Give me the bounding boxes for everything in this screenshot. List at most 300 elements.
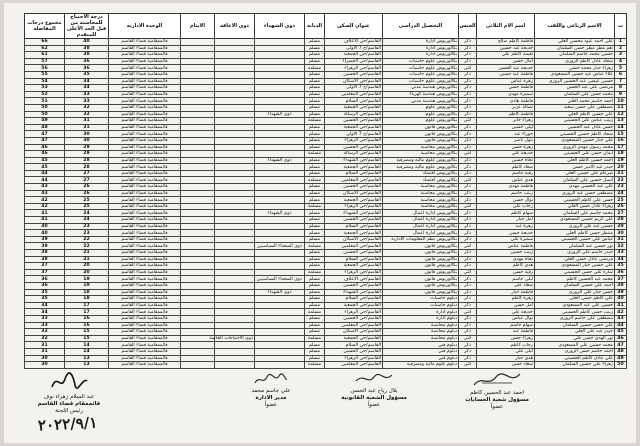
row-admin-grade: 20 [65,269,109,276]
row-total: 53 [25,85,65,92]
row-martyrs [255,131,305,138]
row-gender: ذكر [459,164,477,171]
row-address: القاسم/حي المعلمين [325,243,383,250]
row-religion: مسلم [305,329,325,336]
signature-scribble-icon [253,371,289,387]
row-seq: 12 [615,111,627,118]
row-mother: فاطمة مهدي [477,184,535,191]
row-seq: 30 [615,230,627,237]
table-row [25,151,627,158]
row-address: القاسم/حي الاعلاف [325,276,383,283]
row-religion: مسلم [305,210,325,217]
row-mother: فاطمة حسن [477,85,535,92]
row-name: حسن علي كاظم الحسيني [535,197,615,204]
row-address: القاسم/حي الرسالة [325,111,383,118]
row-mother: خديجة عبد الحسن [477,65,535,72]
row-disability [215,144,255,151]
table-body [25,39,627,369]
row-address: القاسم/حي الاسكان [325,329,383,336]
row-education: دبلوم فني [383,342,459,349]
row-admin-unit: قائممقامية قضاء القاسم [109,342,181,349]
row-education: دبلوم حاسبات [383,296,459,303]
row-admin-unit: قائممقامية قضاء القاسم [109,322,181,329]
row-seq: 37 [615,276,627,283]
row-total: 57 [25,58,65,65]
table-row [25,282,627,289]
row-martyrs [255,348,305,355]
table-row [25,309,627,316]
row-education: بكالوريوس اقتصاد [383,170,459,177]
row-name: زهراء علي حسين السلمان [535,362,615,369]
table-row [25,210,627,217]
row-martyrs [255,217,305,224]
row-admin-grade: 28 [65,157,109,164]
row-address: القاسم/حي الحسين [325,118,383,125]
row-address: القاسم/ح 7 الاولى [325,131,383,138]
row-seq: 44 [615,322,627,329]
row-address: القاسم/حي السلام [325,296,383,303]
row-mother: فاطمة جبار [477,289,535,296]
row-religion: مسلمة [305,362,325,369]
row-gender: ذكر [459,85,477,92]
row-name: علي حسين كاظم العلي [535,111,615,118]
row-martyrs [255,71,305,78]
row-gender: انثى [459,203,477,210]
row-education: بكالوريوس قانون [383,289,459,296]
row-admin-grade: 17 [65,309,109,316]
row-name: علي عبد الحسين مهدي [535,184,615,191]
table-row [25,124,627,131]
row-education: بكالوريوس محاسبة [383,197,459,204]
row-mother: ليلى علي [477,348,535,355]
row-religion: مسلم [305,348,325,355]
row-orphans [181,39,215,46]
row-total: 34 [25,302,65,309]
table-row [25,170,627,177]
row-disability [215,131,255,138]
row-mother: امل جبار [477,217,535,224]
row-admin-unit: قائممقامية قضاء القاسم [109,157,181,164]
row-disability [215,85,255,92]
row-mother: زينب حسين [477,250,535,257]
row-admin-grade: 23 [65,230,109,237]
row-admin-grade: 17 [65,302,109,309]
row-name: حسن جبار علي الزوري [535,289,615,296]
row-orphans [181,91,215,98]
row-address: القاسم/حي الحسين [325,217,383,224]
row-gender: ذكر [459,39,477,46]
row-orphans [181,184,215,191]
row-disability [215,217,255,224]
row-mother: رقية جاسم [477,170,535,177]
row-orphans [181,210,215,217]
row-orphans [181,118,215,125]
row-gender: ذكر [459,111,477,118]
row-seq: 46 [615,335,627,342]
row-disability [215,223,255,230]
row-seq: 2 [615,45,627,52]
row-name: محمد جاسم علي السلمان [535,210,615,217]
row-gender: ذكر [459,197,477,204]
row-disability [215,39,255,46]
row-total: 42 [25,203,65,210]
row-education: بكالوريوس محاسبة [383,203,459,210]
row-disability [215,342,255,349]
row-admin-unit: قائممقامية قضاء القاسم [109,309,181,316]
row-martyrs [255,355,305,362]
row-mother: أمال حسن [477,58,535,65]
row-disability [215,348,255,355]
row-admin-grade: 36 [65,58,109,65]
row-address: القاسم/حي الجمعية [325,164,383,171]
table-row [25,190,627,197]
row-mother: خديجة علي [477,309,535,316]
signature-name: احمد عبد الحسين كاظم [470,390,524,396]
row-admin-unit: قائممقامية قضاء القاسم [109,190,181,197]
row-total: 52 [25,91,65,98]
row-education: بكالوريوس ادارة اعمال [383,210,459,217]
row-admin-unit: قائممقامية قضاء القاسم [109,197,181,204]
row-admin-unit: قائممقامية قضاء القاسم [109,118,181,125]
signature-label: عضواً [264,402,278,408]
row-seq: 7 [615,78,627,85]
row-admin-unit: قائممقامية قضاء القاسم [109,39,181,46]
row-mother: نضالة عزيز [477,104,535,111]
row-total: 45 [25,164,65,171]
row-admin-grade: 30 [65,131,109,138]
row-mother: زهراء حسن [477,335,535,342]
row-total: 33 [25,315,65,322]
row-religion: مسلمة [305,335,325,342]
row-admin-unit: قائممقامية قضاء القاسم [109,71,181,78]
row-admin-grade: 26 [65,190,109,197]
row-admin-unit: قائممقامية قضاء القاسم [109,78,181,85]
row-education: بكالوريوس قانون [383,131,459,138]
col-admin-unit: الوحدة الادارية [109,14,181,39]
row-gender: انثى [459,65,477,72]
row-education: بكالوريوس ادارة [383,45,459,52]
table-row [25,71,627,78]
row-admin-unit: قائممقامية قضاء القاسم [109,144,181,151]
signature-scribble-icon [354,371,394,387]
row-total: 38 [25,256,65,263]
row-admin-unit: قائممقامية قضاء القاسم [109,210,181,217]
row-orphans [181,124,215,131]
row-education: بكالوريوس علوم حاسبات [383,78,459,85]
row-education: دبلوم ادارة [383,315,459,322]
row-seq: 21 [615,170,627,177]
row-gender: ذكر [459,45,477,52]
row-address: القاسم/حي المعلمين [325,177,383,184]
row-martyrs [255,45,305,52]
row-admin-grade: 22 [65,243,109,250]
row-orphans [181,348,215,355]
row-total: 51 [25,98,65,105]
row-martyrs: ذوي الشهداء [255,210,305,217]
row-education: بكالوريوس قانون [383,137,459,144]
row-name: علاء عباس عبد حسين المسعودي [535,71,615,78]
signature-chair [34,371,104,415]
row-admin-grade: 29 [65,151,109,158]
table-row [25,269,627,276]
row-mother: نوال عباس [477,315,535,322]
row-address: القاسم/حي السلام [325,223,383,230]
row-orphans [181,282,215,289]
row-total: 50 [25,104,65,111]
row-orphans [181,111,215,118]
row-education: بكالوريوس قانون [383,256,459,263]
row-admin-grade: 23 [65,223,109,230]
row-martyrs [255,170,305,177]
row-total: 43 [25,184,65,191]
signature-name: علي جاسم محمد [251,388,291,394]
row-religion: مسلم [305,124,325,131]
table-row [25,91,627,98]
row-seq: 3 [615,52,627,59]
row-address: القاسم/حي الجمعية [325,104,383,111]
row-gender: ذكر [459,58,477,65]
row-disability [215,210,255,217]
row-gender: ذكر [459,104,477,111]
row-mother: فاطمة كاظم [477,111,535,118]
row-martyrs [255,58,305,65]
row-name: علي حسن حسين السلمان [535,322,615,329]
row-address: القاسم/حي الجمعية [325,52,383,59]
row-disability [215,118,255,125]
row-mother: زهرة عبد [477,223,535,230]
row-mother: هدى جبار [477,355,535,362]
row-gender: ذكر [459,282,477,289]
row-name: حسن عادل عبد الحسين [535,124,615,131]
row-admin-grade: 33 [65,98,109,105]
row-admin-unit: قائممقامية قضاء القاسم [109,131,181,138]
row-mother: خديجة علي [477,151,535,158]
row-seq: 33 [615,250,627,257]
row-total: 47 [25,131,65,138]
row-name: سجاد كاظم حسين الحسيني [535,131,615,138]
row-admin-grade: 21 [65,250,109,257]
row-education: دبلوم محاسبة [383,335,459,342]
row-disability [215,276,255,283]
row-address: القاسم/حي الشهداء [325,289,383,296]
row-total: 39 [25,236,65,243]
row-seq: 34 [615,256,627,263]
row-admin-grade: 36 [65,65,109,72]
row-education: بكالوريوس علوم حاسبات [383,71,459,78]
row-disability [215,184,255,191]
table-row [25,329,627,336]
row-orphans [181,164,215,171]
signature-accounts [454,371,540,411]
row-education: بكالوريوس هندسة كهرباء [383,91,459,98]
row-mother: نجاة حسين [477,157,535,164]
row-address: القاسم/حي الزهراء [325,137,383,144]
row-total: 30 [25,362,65,369]
row-disability [215,58,255,65]
row-name: زينب حسن كاظم الحسيني [535,309,615,316]
row-total: 46 [25,151,65,158]
col-mother: اسم الام الثلاثي [477,14,535,39]
row-education: بكالوريوس علوم مالية ومصرفية [383,157,459,164]
row-mother: فاطمة عباس [477,243,535,250]
row-disability [215,309,255,316]
row-education: بكالوريوس علوم [383,104,459,111]
row-seq: 15 [615,131,627,138]
row-seq: 50 [615,362,627,369]
row-mother: سعاد حسن [477,362,535,369]
row-religion: مسلم [305,98,325,105]
row-seq: 19 [615,157,627,164]
row-gender: ذكر [459,236,477,243]
row-name: منتظر حسن كاظم العلي [535,230,615,237]
row-disability [215,250,255,257]
col-disability: ذوي الاعاقة [215,14,255,39]
table-row [25,296,627,303]
row-martyrs [255,296,305,303]
row-seq: 13 [615,118,627,125]
row-orphans [181,302,215,309]
row-mother: زهراء جابر [477,118,535,125]
table-row [25,65,627,72]
row-gender: ذكر [459,190,477,197]
row-education: بكالوريوس محاسبة [383,184,459,191]
col-religion: الديانة [305,14,325,39]
row-disability [215,315,255,322]
row-seq: 41 [615,302,627,309]
row-disability [215,71,255,78]
row-admin-unit: قائممقامية قضاء القاسم [109,137,181,144]
row-education: بكالوريوس قانون [383,282,459,289]
row-religion: مسلم [305,302,325,309]
row-orphans [181,157,215,164]
row-seq: 35 [615,263,627,270]
row-seq: 17 [615,144,627,151]
row-mother: سميرة علي [477,236,535,243]
row-gender: ذكر [459,355,477,362]
row-martyrs [255,118,305,125]
row-gender: انثى [459,309,477,316]
row-admin-unit: قائممقامية قضاء القاسم [109,348,181,355]
row-orphans [181,85,215,92]
row-name: عباس علي حسين الحسيني [535,236,615,243]
row-education: بكالوريوس ادارة [383,52,459,59]
table-row [25,362,627,369]
row-total: 62 [25,45,65,52]
table-row [25,45,627,52]
row-admin-grade: 38 [65,45,109,52]
table-row [25,217,627,224]
row-seq: 27 [615,210,627,217]
row-name: علي جبار حسين المسعودي [535,137,615,144]
row-seq: 22 [615,177,627,184]
table-row [25,263,627,270]
row-name: ضرغام علي حسين العلي [535,170,615,177]
row-education: بكالوريوس محاسبة [383,144,459,151]
row-religion: مسلم [305,85,325,92]
row-seq: 8 [615,85,627,92]
row-orphans [181,296,215,303]
row-gender: ذكر [459,137,477,144]
row-martyrs [255,223,305,230]
row-education: دبلوم علوم مالية ومصرفية [383,362,459,369]
row-admin-grade: 22 [65,236,109,243]
row-education: بكالوريوس علوم [383,111,459,118]
row-admin-grade: 25 [65,203,109,210]
row-martyrs [255,203,305,210]
row-gender: ذكر [459,71,477,78]
row-martyrs [255,164,305,171]
table-row [25,322,627,329]
row-gender: ذكر [459,348,477,355]
row-disability [215,302,255,309]
table-row [25,243,627,250]
row-orphans [181,236,215,243]
row-name: زهراء جبار محمد حسن [535,65,615,72]
row-name: حسين عبد علي الزوري [535,223,615,230]
row-religion: مسلم [305,355,325,362]
row-orphans [181,230,215,237]
row-admin-grade: 14 [65,348,109,355]
table-row [25,85,627,92]
row-address: القاسم/حي السلام [325,342,383,349]
row-education: دبلوم فني [383,355,459,362]
row-gender: ذكر [459,52,477,59]
row-admin-unit: قائممقامية قضاء القاسم [109,203,181,210]
row-orphans [181,315,215,322]
row-mother: رحاب كاظم [477,342,535,349]
row-admin-grade: 31 [65,124,109,131]
row-religion: مسلم [305,289,325,296]
row-education: بكالوريوس اقتصاد [383,177,459,184]
row-martyrs [255,302,305,309]
row-name: اسيل حسين علي السلمان [535,177,615,184]
row-address: القاسم/حي الحسين [325,71,383,78]
row-seq: 9 [615,91,627,98]
row-total: 38 [25,250,65,257]
table-row [25,58,627,65]
row-address: القاسم/حي الجمعية [325,124,383,131]
row-religion: مسلم [305,164,325,171]
row-gender: ذكر [459,170,477,177]
row-address: القاسم/حي السلام [325,98,383,105]
row-martyrs [255,256,305,263]
row-name: علي كاظم حسن العلي [535,296,615,303]
row-admin-grade: 38 [65,52,109,59]
row-seq: 29 [615,223,627,230]
row-martyrs [255,104,305,111]
row-religion: مسلم [305,250,325,257]
row-admin-unit: قائممقامية قضاء القاسم [109,230,181,237]
row-religion: مسلمة [305,177,325,184]
signature-name: عبد السلام زهراء نوف [43,394,95,400]
col-admin-grade: درجة الاحتياج للمحاسبة من قبل الحد الأعلى للمتقدم [65,14,109,39]
row-religion: مسلم [305,170,325,177]
row-admin-grade: 32 [65,104,109,111]
row-education: بكالوريوس نظم المعلومات الادارية [383,236,459,243]
row-seq: 4 [615,58,627,65]
row-disability [215,78,255,85]
row-seq: 31 [615,236,627,243]
row-admin-unit: قائممقامية قضاء القاسم [109,269,181,276]
row-total: 32 [25,335,65,342]
row-mother: نوال حسن [477,197,535,204]
row-orphans [181,263,215,270]
row-admin-unit: قائممقامية قضاء القاسم [109,85,181,92]
row-admin-unit: قائممقامية قضاء القاسم [109,177,181,184]
row-gender: ذكر [459,289,477,296]
row-religion: مسلم [305,322,325,329]
col-total: مجموع درجات المفاضلة [25,14,65,39]
